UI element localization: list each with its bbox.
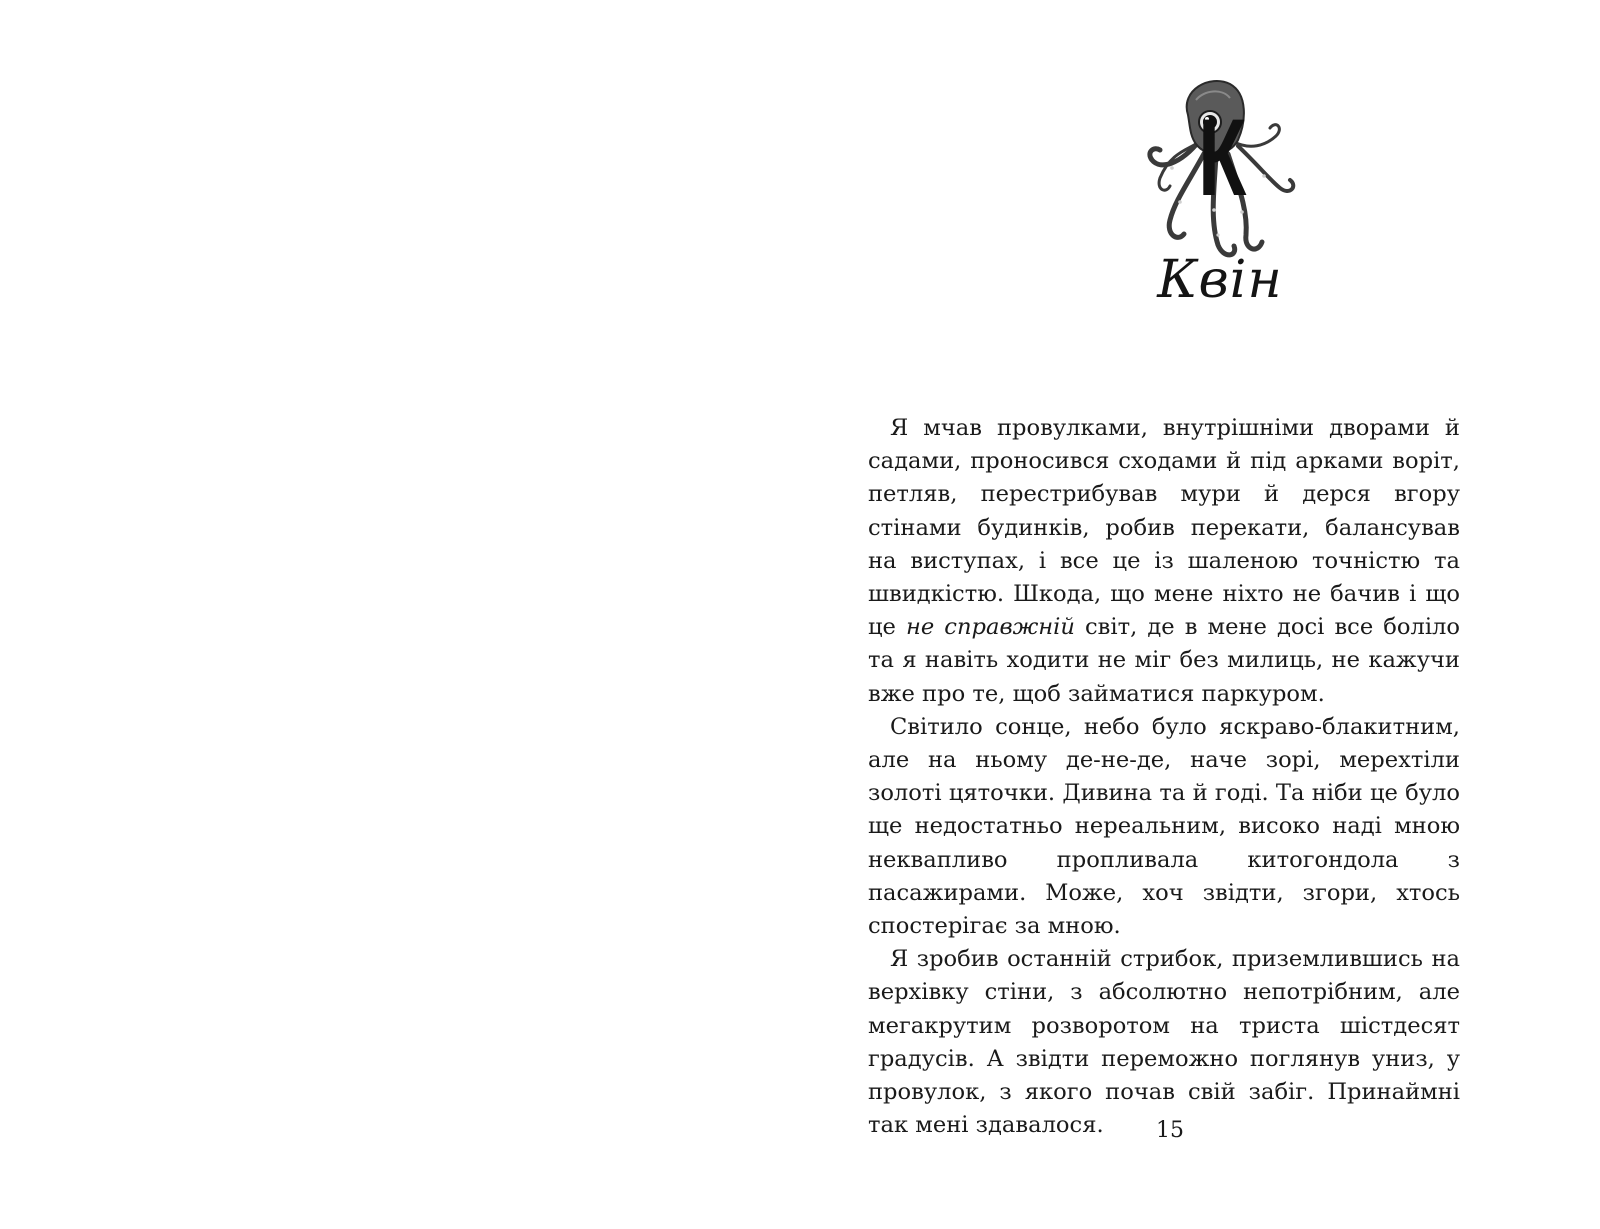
chapter-emblem: [1130, 70, 1310, 270]
emblem-letter: К: [1197, 96, 1247, 220]
octopus-icon: [1130, 70, 1310, 270]
page-number: 15: [1156, 1118, 1184, 1143]
paragraph-2: Світило сонце, небо було яскраво-блакитним, але на ньому де-не-де, наче зорі, мерехтіли золоті цяточки. Дивина та й годі. Та ніби це було ще недостатньо нереальним, високо наді мною неквапливо пропливала китогондола з пасажирами. Може, хоч звідти, згори, хтось спостерігає за мною.: [868, 713, 1460, 940]
chapter-title: Квін: [1157, 250, 1283, 310]
paragraph-3: Я зробив останній стрибок, приземлившись на верхівку стіни, з абсолютно непотрібним, але мегакрутим розворотом на триста шістдесят градусів. А звідти переможно поглянув униз, у провулок, з якого почав свій забіг. Принаймні так мені здавалося.: [868, 946, 1460, 1139]
paragraph-1: Я мчав провулками, внутрішніми дворами й садами, проносився сходами й під арками воріт, петляв, перестрибував мури й дерся вгору стінами будинків, робив перекати, балансував на виступах, і все це із шаленою точністю та швидкістю. Шкода, що мене ніхто не бачив і що це не справжній світ, де в мене досі все боліло та я навіть ходити не міг без милиць, не кажучи вже про те, щоб займатися паркуром.: [868, 415, 1460, 707]
right-page: [800, 0, 1600, 1229]
chapter-body: [868, 412, 1460, 1142]
italic-emphasis: не справжній: [905, 614, 1075, 641]
